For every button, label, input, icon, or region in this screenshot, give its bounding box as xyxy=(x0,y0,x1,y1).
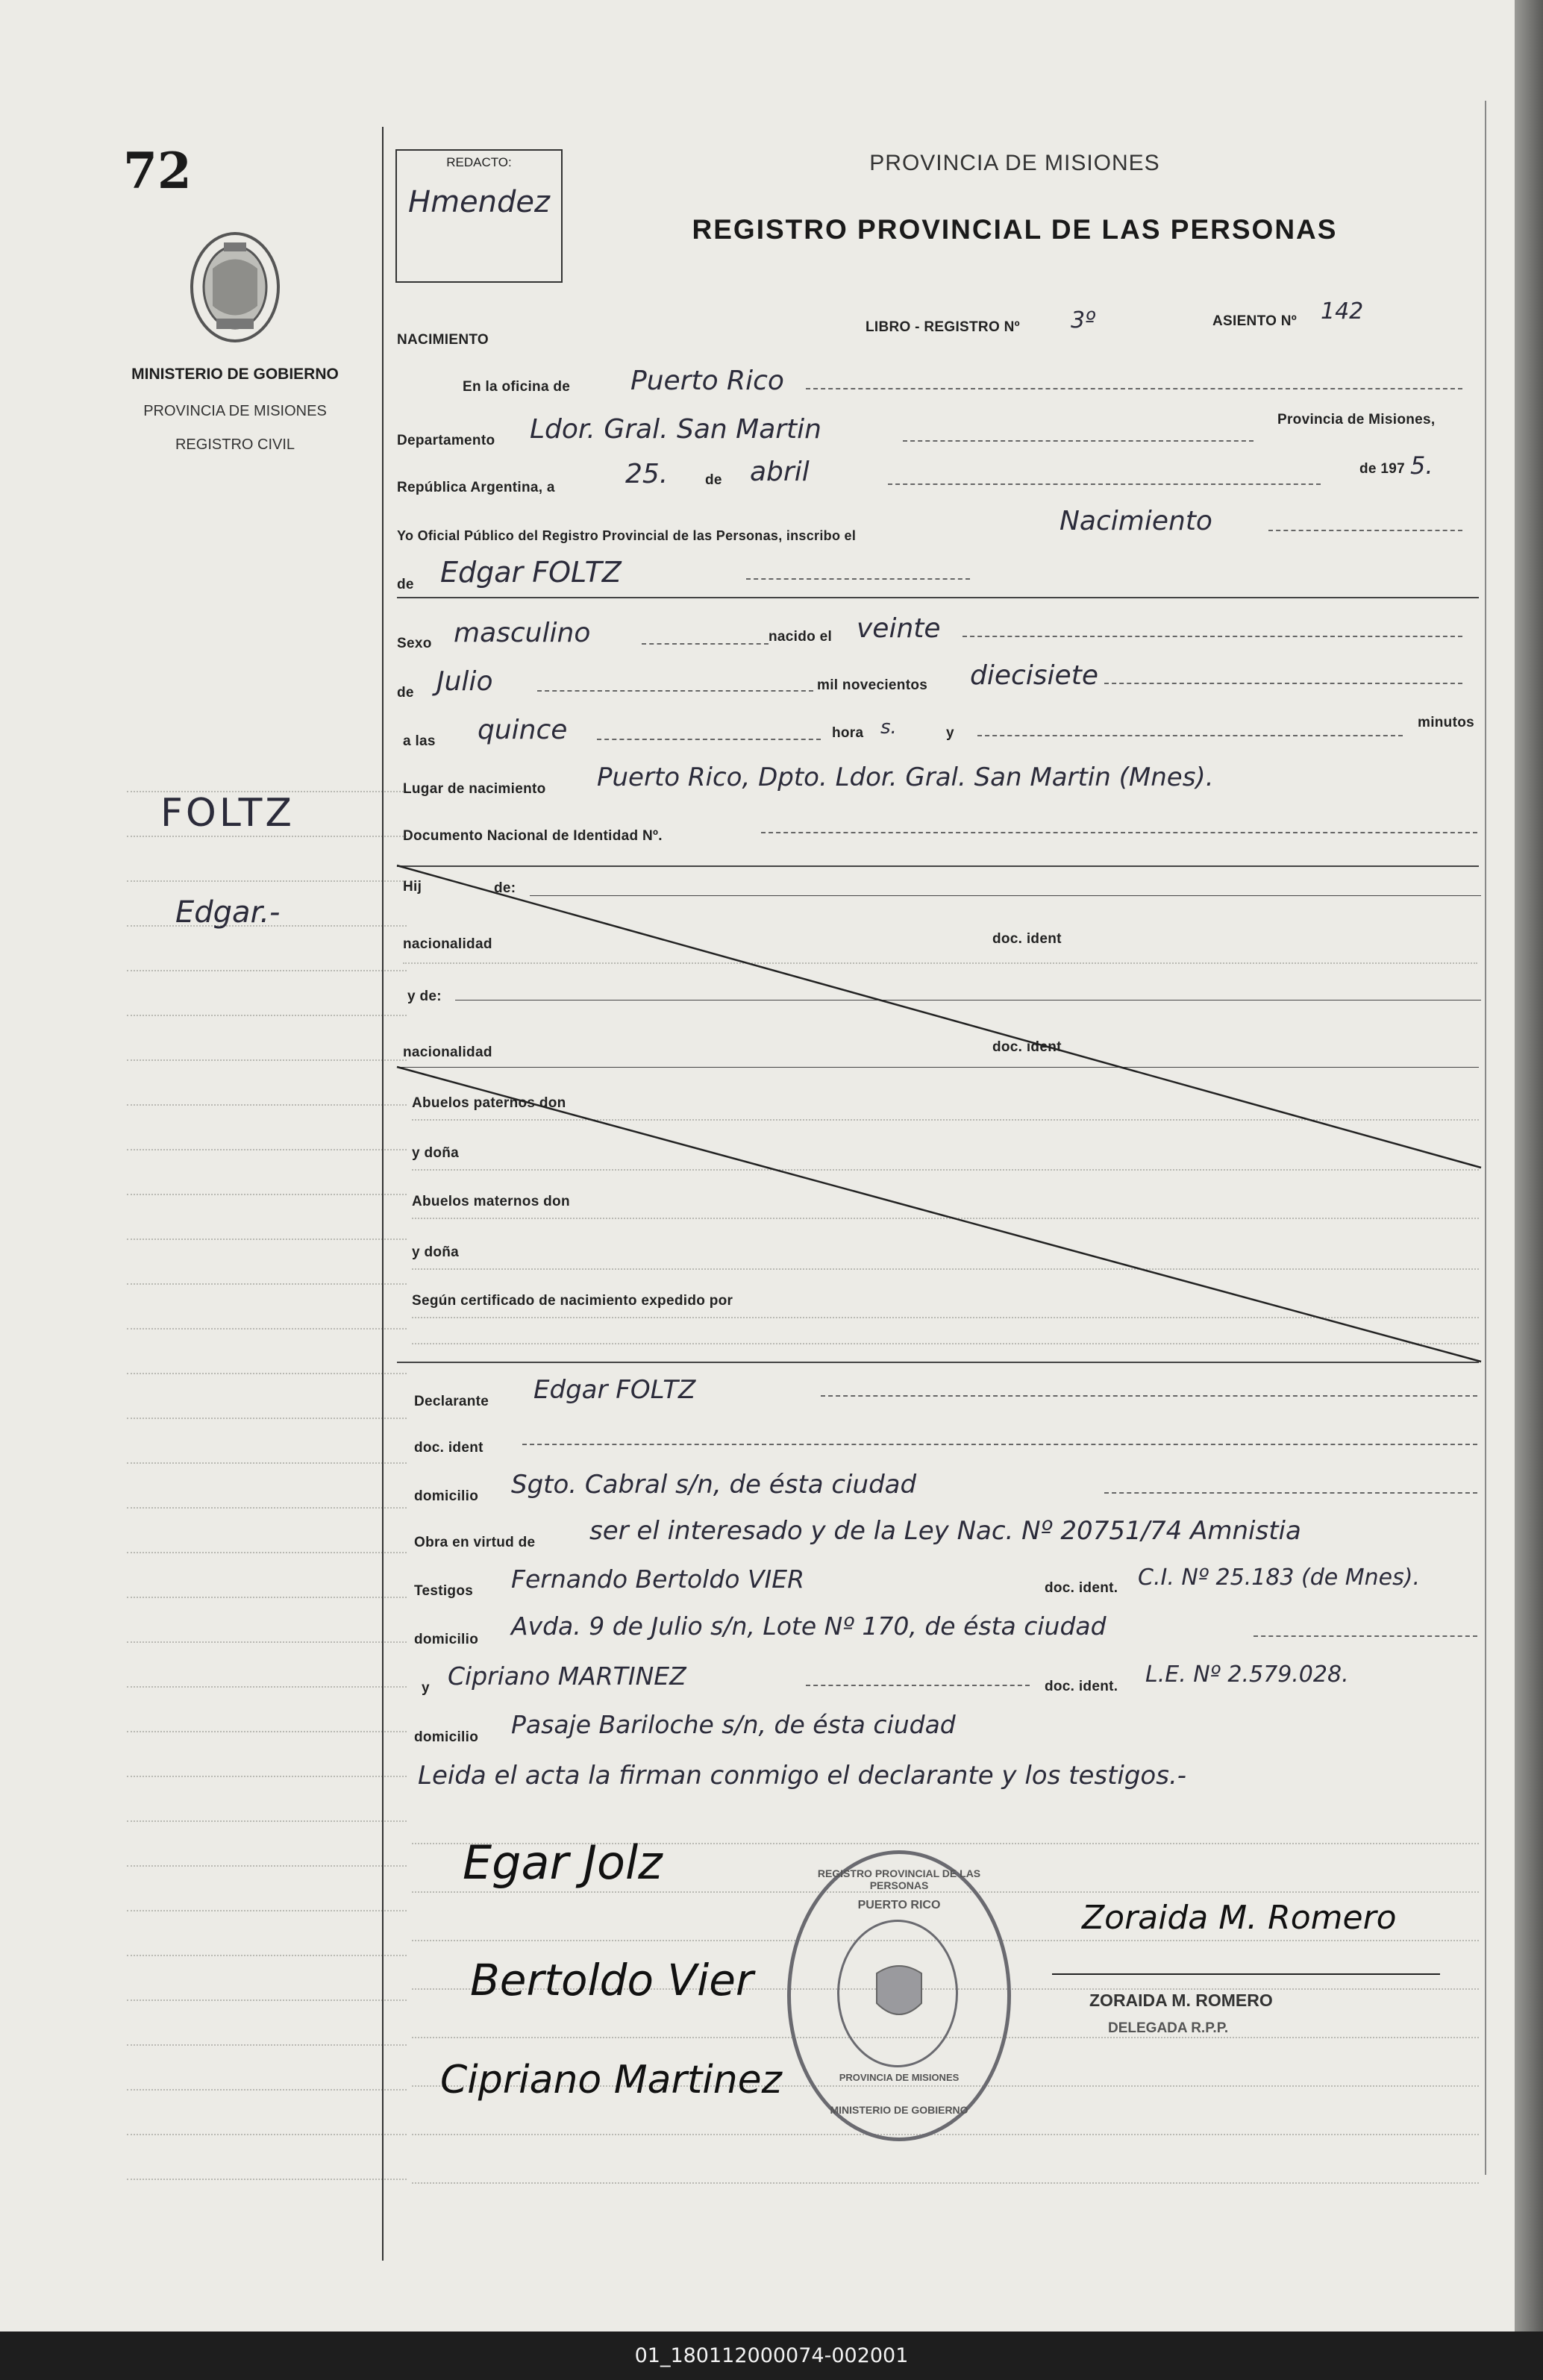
hora-label: hora xyxy=(832,725,864,741)
stamp-side-text: PROVINCIA DE MISIONES xyxy=(839,2072,960,2083)
hora-hour: s. xyxy=(880,716,897,739)
asiento-value: 142 xyxy=(1321,298,1364,325)
hijo-de-label: de: xyxy=(494,880,516,896)
official-title: DELEGADA R.P.P. xyxy=(1108,2020,1229,2036)
testigo2-label: y xyxy=(422,1680,430,1696)
ministry-office: REGISTRO CIVIL xyxy=(175,436,295,453)
ministry-title: MINISTERIO DE GOBIERNO xyxy=(131,366,339,383)
departamento-value: Ldor. Gral. San Martin xyxy=(530,414,821,445)
stamp-emblem-icon xyxy=(869,1958,929,2029)
signature-testigo1: Bertoldo Vier xyxy=(470,1955,754,2005)
testigos-value: Fernando Bertoldo VIER xyxy=(511,1565,805,1594)
dni-label: Documento Nacional de Identidad Nº. xyxy=(403,828,663,844)
domicilio-label: domicilio xyxy=(414,1488,479,1504)
nacido-label: nacido el xyxy=(769,629,833,645)
nacido-value: veinte xyxy=(857,613,941,644)
signature-declarante: Egar Jolz xyxy=(463,1835,663,1890)
libro-value: 3º xyxy=(1071,307,1096,333)
testigos-label: Testigos xyxy=(414,1583,474,1599)
act-type: NACIMIENTO xyxy=(397,332,489,348)
asiento-label: ASIENTO Nº xyxy=(1212,313,1298,329)
mes-year-value: diecisiete xyxy=(970,660,1098,691)
declarante-label: Declarante xyxy=(414,1394,489,1409)
domicilio-value: Sgto. Cabral s/n, de ésta ciudad xyxy=(511,1470,917,1500)
lugar-label: Lugar de nacimiento xyxy=(403,781,546,797)
declarante-value: Edgar FOLTZ xyxy=(533,1375,696,1405)
mes-year-label: mil novecientos xyxy=(817,677,928,693)
obra-label: Obra en virtud de xyxy=(414,1535,536,1550)
signature-oficial: Zoraida M. Romero xyxy=(1082,1899,1397,1937)
page-number: 72 xyxy=(123,142,192,200)
departamento-label: Departamento xyxy=(397,433,495,448)
domicilio-t1-value: Avda. 9 de Julio s/n, Lote Nº 170, de ésta ciudad xyxy=(511,1612,1107,1641)
lugar-value: Puerto Rico, Dpto. Ldor. Gral. San Martin (Mnes). xyxy=(597,762,1214,792)
header-registry: REGISTRO PROVINCIAL DE LAS PERSONAS xyxy=(692,214,1338,245)
stamp-inner-text: PUERTO RICO xyxy=(857,1899,941,1911)
fecha-year-digit: 5. xyxy=(1410,451,1433,480)
signature-testigo2: Cipriano Martinez xyxy=(440,2058,782,2102)
de-label: de xyxy=(397,577,414,592)
official-name: ZORAIDA M. ROMERO xyxy=(1089,1991,1273,2010)
certificado-label: Según certificado de nacimiento expedido por xyxy=(412,1293,733,1309)
abuelos-maternos-label: Abuelos maternos don xyxy=(412,1194,570,1209)
mes-value: Julio xyxy=(436,666,493,697)
testigo2-value: Cipriano MARTINEZ xyxy=(448,1662,686,1691)
y-de-label: y de: xyxy=(407,989,442,1004)
inscribo-value: Nacimiento xyxy=(1060,506,1212,536)
header-province: PROVINCIA DE MISIONES xyxy=(869,151,1160,175)
nacionalidad2-label: nacionalidad xyxy=(403,1045,492,1060)
domicilio-t2-value: Pasaje Bariloche s/n, de ésta ciudad xyxy=(511,1710,956,1739)
fecha-month: abril xyxy=(750,457,810,487)
doc-ident-label: doc. ident xyxy=(414,1440,483,1456)
cierre-text: Leida el acta la firman conmigo el declarante y los testigos.- xyxy=(418,1761,1187,1791)
oficina-value: Puerto Rico xyxy=(630,366,784,396)
redacto-label: REDACTO: xyxy=(446,155,512,169)
fecha-day: 25. xyxy=(625,459,669,489)
hora-prefix: a las xyxy=(403,733,436,749)
testigo2-doc-value: L.E. Nº 2.579.028. xyxy=(1145,1662,1349,1688)
testigos-doc-label: doc. ident. xyxy=(1045,1580,1118,1596)
inscribo-label: Yo Oficial Público del Registro Provincial de las Personas, inscribo el xyxy=(397,528,857,543)
oficina-label: En la oficina de xyxy=(463,379,571,395)
hora-y: y xyxy=(946,725,954,741)
file-caption: 01_180112000074-002001 xyxy=(634,2344,909,2367)
official-stamp xyxy=(787,1850,1011,2141)
ministry-province: PROVINCIA DE MISIONES xyxy=(143,403,327,419)
domicilio-t2-label: domicilio xyxy=(414,1729,479,1745)
y-dona1-label: y doña xyxy=(412,1145,460,1161)
testigos-doc-value: C.I. Nº 25.183 (de Mnes). xyxy=(1138,1565,1420,1591)
abuelos-paternos-label: Abuelos paternos don xyxy=(412,1095,566,1111)
y-dona2-label: y doña xyxy=(412,1244,460,1260)
stamp-bottom-text: MINISTERIO DE GOBIERNO xyxy=(830,2104,968,2116)
stamp-outer-text: REGISTRO PROVINCIAL DE LAS PERSONAS xyxy=(817,1867,981,1891)
nacionalidad1-label: nacionalidad xyxy=(403,936,492,952)
hijo-label: Hij xyxy=(403,879,422,895)
de-value: Edgar FOLTZ xyxy=(440,556,622,589)
sexo-label: Sexo xyxy=(397,636,432,651)
hora-value: quince xyxy=(478,715,568,745)
mes-label: de xyxy=(397,685,414,701)
departamento-suffix: Provincia de Misiones, xyxy=(1277,412,1436,428)
doc-ident2-label: doc. ident xyxy=(992,1039,1062,1055)
fecha-label: República Argentina, a xyxy=(397,480,555,495)
minutos-label: minutos xyxy=(1418,715,1474,730)
doc-ident1-label: doc. ident xyxy=(992,931,1062,947)
redacto-value: Hmendez xyxy=(408,185,550,219)
sexo-value: masculino xyxy=(454,618,591,648)
fecha-de: de xyxy=(705,472,722,488)
fecha-year-label: de 197 xyxy=(1359,461,1405,477)
obra-value: ser el interesado y de la Ley Nac. Nº 20751/74 Amnistia xyxy=(589,1516,1301,1546)
testigo2-doc-label: doc. ident. xyxy=(1045,1679,1118,1694)
margin-surname: FOLTZ xyxy=(160,791,295,836)
domicilio-t1-label: domicilio xyxy=(414,1632,479,1647)
libro-label: LIBRO - REGISTRO Nº xyxy=(866,319,1020,335)
page-edge xyxy=(1515,0,1543,2380)
margin-name: Edgar.- xyxy=(175,895,281,930)
